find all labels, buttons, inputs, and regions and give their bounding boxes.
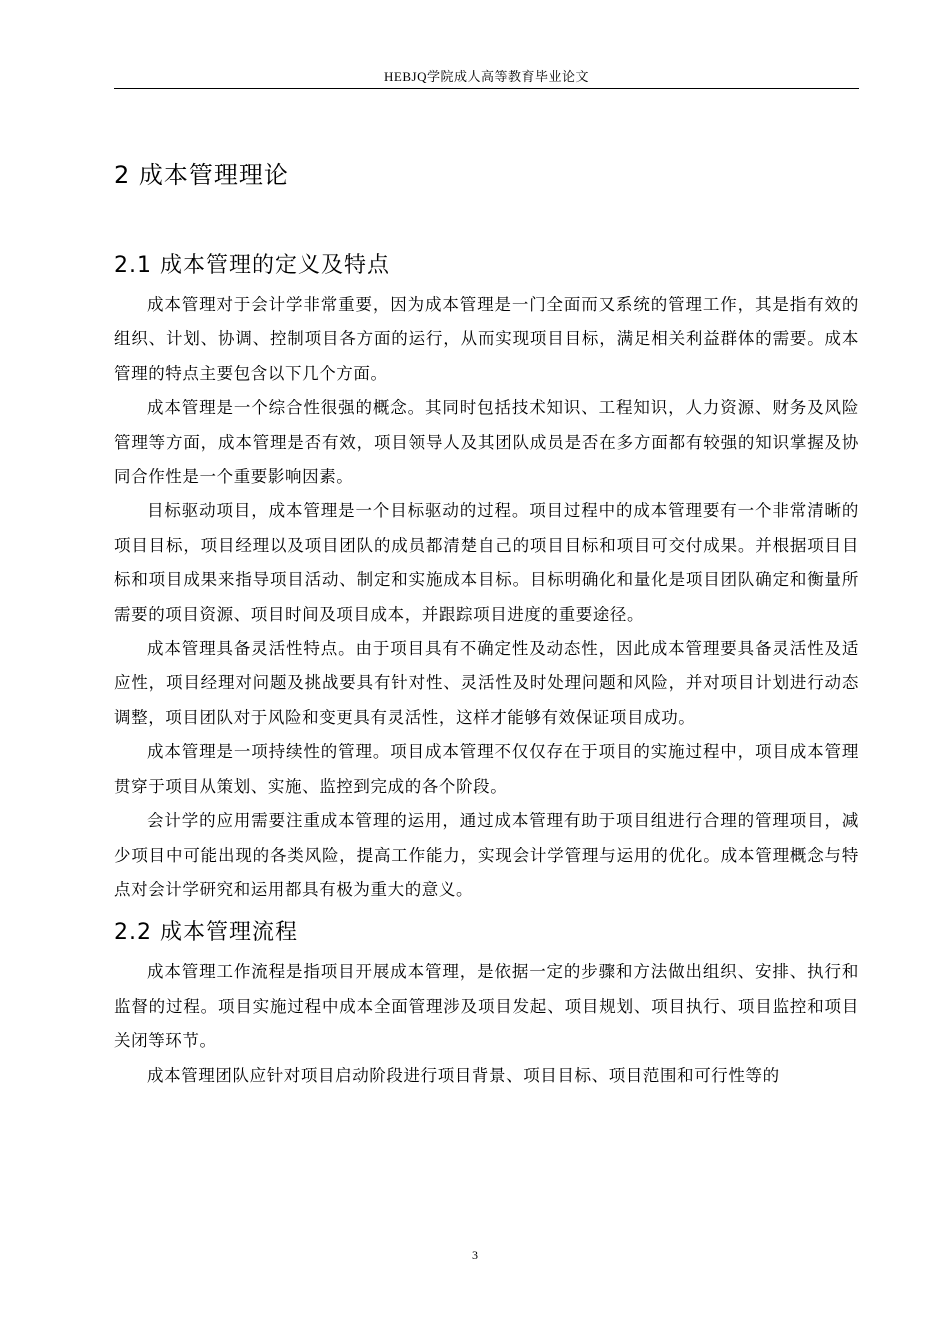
paragraph: 目标驱动项目，成本管理是一个目标驱动的过程。项目过程中的成本管理要有一个非常清晰的项目目标，项目经理以及项目团队的成员都清楚自己的项目目标和项目可交付成果。并根据项目目标和项目成果来指导项目活动、制定和实施成本目标。目标明确化和量化是项目团队确定和衡量所需要的项目资源、项目时间及项目成本，并跟踪项目进度的重要途径。 — [114, 501, 859, 624]
paragraph: 成本管理团队应针对项目启动阶段进行项目背景、项目目标、项目范围和可行性等的 — [147, 1065, 780, 1085]
running-header: HEBJQ学院成人高等教育毕业论文 — [384, 69, 589, 84]
chapter-title: 2 成本管理理论 — [114, 161, 289, 189]
paragraph: 会计学的应用需要注重成本管理的运用，通过成本管理有助于项目组进行合理的管理项目，减少项目中可能出现的各类风险，提高工作能力，实现会计学管理与运用的优化。成本管理概念与特点对会计学研究和运用都具有极为重大的意义。 — [114, 811, 859, 899]
paragraph: 成本管理对于会计学非常重要，因为成本管理是一门全面而又系统的管理工作，其是指有效的组织、计划、协调、控制项目各方面的运行，从而实现项目目标，满足相关利益群体的需要。成本管理的特点主要包含以下几个方面。 — [114, 295, 859, 383]
paragraph: 成本管理具备灵活性特点。由于项目具有不确定性及动态性，因此成本管理要具备灵活性及适应性，项目经理对问题及挑战要具有针对性、灵活性及时处理问题和风险，并对项目计划进行动态调整，项目团队对于风险和变更具有灵活性，这样才能够有效保证项目成功。 — [114, 639, 859, 727]
header-divider — [114, 88, 859, 89]
section-title: 2.1 成本管理的定义及特点 — [114, 253, 390, 278]
section-2-1 — [114, 250, 859, 907]
page-body — [114, 158, 859, 1093]
section-2-2 — [114, 917, 859, 1093]
section-title: 2.2 成本管理流程 — [114, 920, 298, 946]
page-number: 3 — [472, 1248, 478, 1262]
paragraph: 成本管理工作流程是指项目开展成本管理，是依据一定的步骤和方法做出组织、安排、执行和监督的过程。项目实施过程中成本全面管理涉及项目发起、项目规划、项目执行、项目监控和项目关闭等环节。 — [114, 962, 859, 1051]
paragraph: 成本管理是一项持续性的管理。项目成本管理不仅仅存在于项目的实施过程中，项目成本管理贯穿于项目从策划、实施、监控到完成的各个阶段。 — [114, 742, 859, 796]
paragraph: 成本管理是一个综合性很强的概念。其同时包括技术知识、工程知识，人力资源、财务及风险管理等方面，成本管理是否有效，项目领导人及其团队成员是否在多方面都有较强的知识掌握及协同合作性是一个重要影响因素。 — [114, 398, 859, 487]
